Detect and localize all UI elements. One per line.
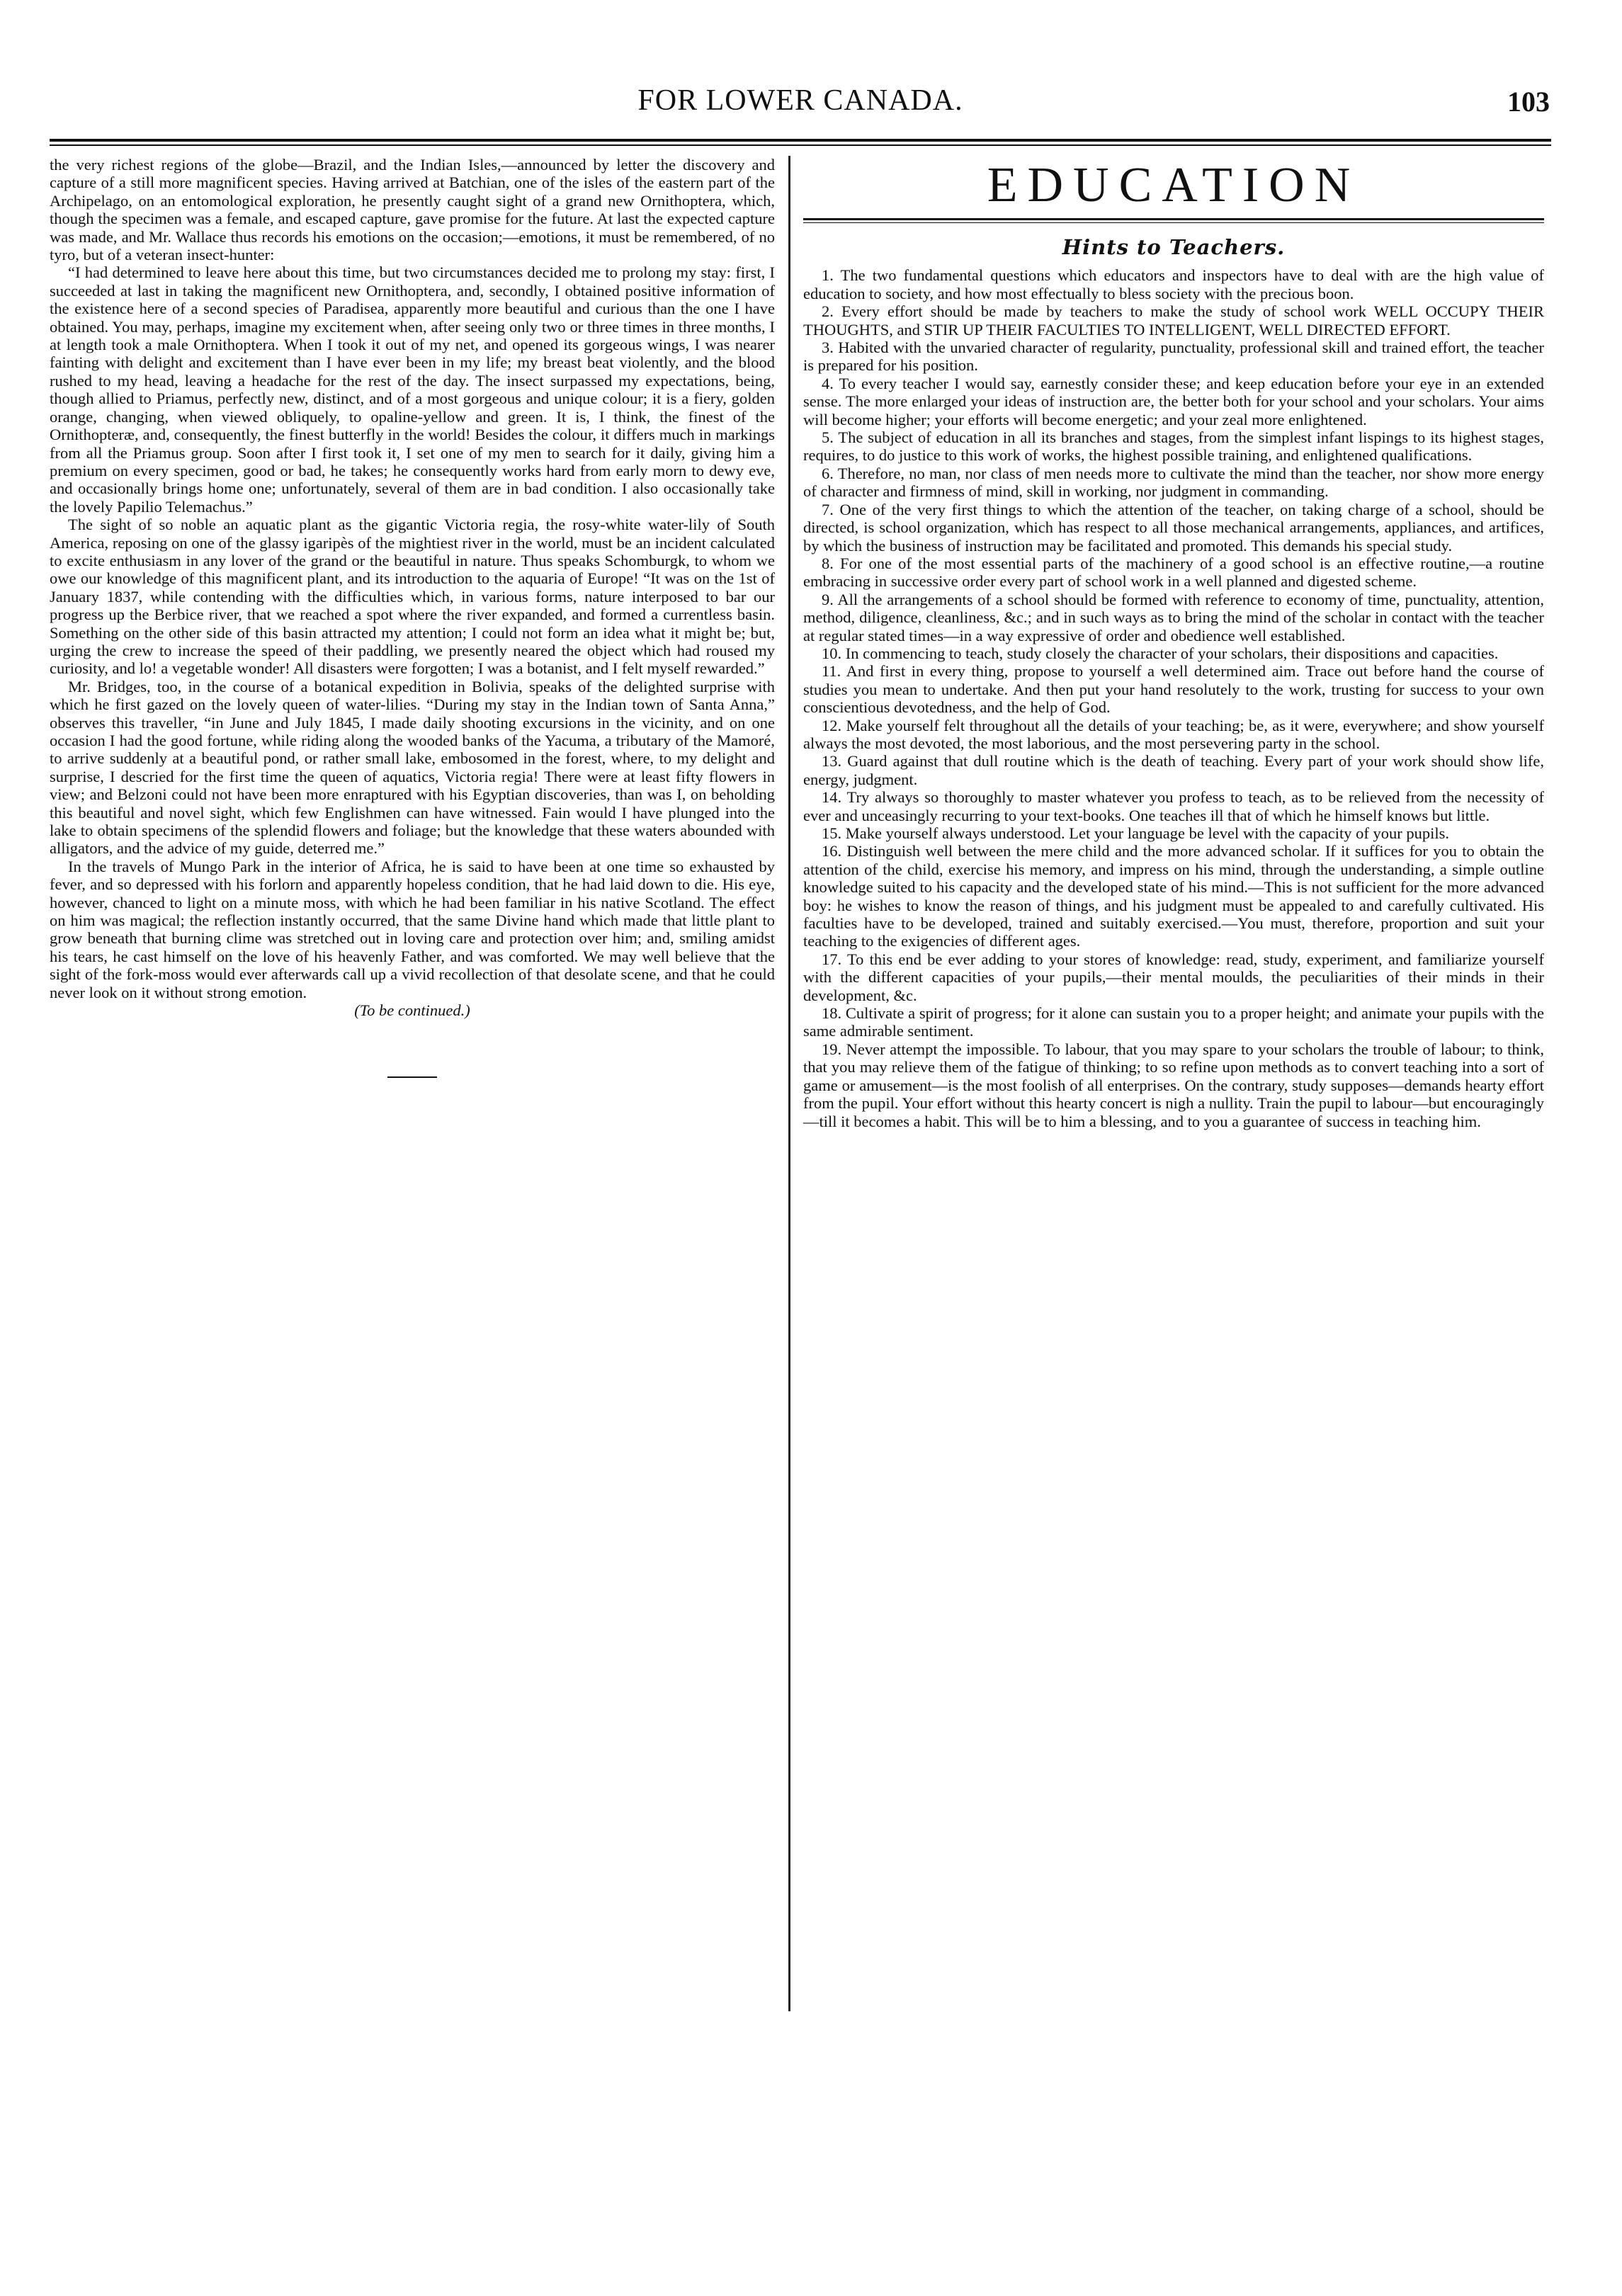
- running-head: FOR LOWER CANADA.: [637, 84, 963, 117]
- article-paragraph: In the travels of Mungo Park in the interior of Africa, he is said to have been at one time so exhausted by fever, and so depressed with his forlorn and apparently hopeless condition, that he had laid down to die. His eye, however, chanced to light on a minute moss, with which he had been familiar in his native Scotland. The effect on him was magical; the reflection instantly occurred, that the same Divine hand which made that little plant to grow beneath that burning clime was stretched out in loving care and protection over him; and, smiling amidst his tears, he cast himself on the love of his heavenly Father, and was comforted. We may well believe that the sight of the fork-moss would ever afterwards call up a vivid recollection of that desolate scene, and that he could never look on it without strong emotion.: [50, 857, 775, 1001]
- numbered-hint: 19. Never attempt the impossible. To labour, that you may spare to your scholars the trouble of labour; to think, that you may relieve them of the fatigue of thinking; to so refine upon methods as to convert teaching into a sort of game or amusement—is the most foolish of all enterprises. On the contrary, study supposes—demands hearty effort from the pupil. Your effort without this hearty concert is nigh a nullity. Train the pupil to labour—but encouragingly—till it becomes a habit. This will be to him a blessing, and to you a guarantee of success in teaching him.: [803, 1040, 1544, 1130]
- left-column: [50, 156, 775, 1078]
- section-rule: [803, 218, 1544, 223]
- article-subtitle: Hints to Teachers.: [1062, 235, 1286, 259]
- numbered-hint: 17. To this end be ever adding to your stores of knowledge: read, study, experiment, and familiarize yourself with the different capacities of your pupils,—their mental moulds, the peculiarities of their minds in their development, &c.: [803, 950, 1544, 1004]
- end-rule: [387, 1076, 437, 1078]
- numbered-hint: 12. Make yourself felt throughout all the details of your teaching; be, as it were, everywhere; and show yourself always the most devoted, the most laborious, and the most persevering party in the school.: [803, 716, 1544, 752]
- numbered-hint: 10. In commencing to teach, study closely the character of your scholars, their dispositions and capacities.: [822, 644, 1499, 662]
- section-title: EDUCATION: [987, 158, 1361, 212]
- article-paragraph: Mr. Bridges, too, in the course of a botanical expedition in Bolivia, speaks of the delighted surprise with which he first gazed on the lovely queen of water-lilies. “During my stay in the Indian town of Santa Anna,” observes this traveller, “in June and July 1845, I made daily shooting excursions in the vicinity, and on one occasion I had the good fortune, while riding along the wooded banks of the Yacuma, a tributary of the Mamoré, to arrive suddenly at a beautiful pond, or rather small lake, embosomed in the forest, where, to my delight and surprise, I descried for the first time the queen of aquatics, Victoria regia! There were at least fifty flowers in view; and Belzoni could not have been more enraptured with his Egyptian discoveries, than was I, on beholding this beautiful and novel sight, which few Englishmen can have witnessed. Fain would I have plunged into the lake to obtain specimens of the splendid flowers and foliage; but the knowledge that these waters abounded with alligators, and the advice of my guide, deterred me.”: [50, 677, 775, 858]
- numbered-hint: 2. Every effort should be made by teachers to make the study of school work WELL OCCUPY THEIR THOUGHTS, and STIR UP THEIR FACULTIES TO INTELLIGENT, WELL DIRECTED EFFORT.: [803, 302, 1544, 339]
- numbered-hint: 3. Habited with the unvaried character of regularity, punctuality, professional skill and trained effort, the teacher is prepared for his position.: [803, 339, 1544, 375]
- numbered-hint: 15. Make yourself always understood. Let your language be level with the capacity of your pupils.: [822, 824, 1450, 842]
- numbered-hint: 6. Therefore, no man, nor class of men needs more to cultivate the mind than the teacher, nor show more energy of character and firmness of mind, skill in working, nor judgment in commanding.: [803, 464, 1544, 501]
- header-rule: [50, 139, 1551, 146]
- numbered-hint: 16. Distinguish well between the mere child and the more advanced scholar. If it suffices for you to obtain the attention of the child, exercise his memory, and impress on his mind, through the understanding, a simple outline knowledge suited to his capacity and the developed state of his mind.—This is not sufficient for the more advanced boy: he wishes to know the reason of things, and his judgment must be appealed to and carefully cultivated. His faculties have to be developed, trained and suitably exercised.—You must, therefore, proportion and suit your teaching to the exigencies of different ages.: [803, 842, 1544, 950]
- numbered-hint: 4. To every teacher I would say, earnestly consider these; and keep education before your eye in an extended sense. The more enlarged your ideas of instruction are, the better both for your school and your scholars. Your aims will become higher; your efforts will become energetic; and your zeal more enlightened.: [803, 374, 1544, 428]
- numbered-hint: 5. The subject of education in all its branches and stages, from the simplest infant lispings to its highest stages, requires, to do justice to this work of works, the highest possible training, and enlightened qualifications.: [803, 428, 1544, 465]
- numbered-hint: 14. Try always so thoroughly to master whatever you profess to teach, as to be relieved from the necessity of ever and unceasingly recurring to your text-books. One teaches ill that of which he himself knows but little.: [803, 788, 1544, 824]
- article-paragraph: The sight of so noble an aquatic plant as the gigantic Victoria regia, the rosy-white water-lily of South America, reposing on one of the glassy igaripès of the mightiest river in the world, must be an incident calculated to excite enthusiasm in any lover of the grand or the beautiful in nature. Thus speaks Schomburgk, to whom we owe our knowledge of this magnificent plant, and its introduction to the aquaria of Europe! “It was on the 1st of January 1837, while contending with the difficulties which, in various forms, nature interposed to bar our progress up the Berbice river, that we reached a spot where the river expanded, and formed a currentless basin. Something on the other side of this basin attracted my attention; I could not form an idea what it might be; but, urging the crew to increase the speed of their paddling, we presently neared the object which had roused my curiosity, and lo! a vegetable wonder! All disasters were forgotten; I was a botanist, and I felt myself rewarded.”: [50, 516, 775, 678]
- continued-note: (To be continued.): [354, 1001, 470, 1020]
- article-paragraph: the very richest regions of the globe—Brazil, and the Indian Isles,—announced by letter the discovery and capture of a still more magnificent species. Having arrived at Batchian, one of the isles of the eastern part of the Archipelago, on an entomological exploration, he presently caught sight of a grand new Ornithoptera, which, though the specimen was a female, and escaped capture, gave promise for the future. At last the expected capture was made, and Mr. Wallace thus records his emotions on the occasion;—emotions, it must be remembered, of no tyro, but of a veteran insect-hunter:: [50, 156, 775, 264]
- numbered-hint: 11. And first in every thing, propose to yourself a well determined aim. Trace out before hand the course of studies you mean to undertake. And then put your hand resolutely to the work, trusting for success to your own conscientious devotedness, and the help of God.: [803, 662, 1544, 717]
- newspaper-page: [50, 84, 1551, 1130]
- numbered-hint: 8. For one of the most essential parts of the machinery of a good school is an effective routine,—a routine embracing in successive order every part of school work in a well planned and digested scheme.: [803, 554, 1544, 591]
- numbered-hint: 7. One of the very first things to which the attention of the teacher, on taking charge of a school, should be directed, is school organization, which has respect to all those mechanical arrangements, appliances, and artifices, by which the business of instruction may be facilitated and promoted. This demands his special study.: [803, 500, 1544, 555]
- right-column: [803, 156, 1544, 1130]
- article-paragraph: “I had determined to leave here about this time, but two circumstances decided me to prolong my stay: first, I succeeded at last in taking the magnificent new Ornithoptera, and, secondly, I obtained positive information of the existence here of a second species of Paradisea, apparently more beautiful and curious than the one I have obtained. You may, perhaps, imagine my excitement when, after seeing only two or three times in three months, I at length took a male Ornithoptera. When I took it out of my net, and opened its gorgeous wings, I was nearer fainting with delight and excitement than I have ever been in my life; my breast beat violently, and the blood rushed to my head, leaving a headache for the rest of the day. The insect surpassed my expectations, being, though allied to Priamus, perfectly new, distinct, and of a most gorgeous and unique colour; it is a fiery, golden orange, changing, when viewed obliquely, to opaline-yellow and green. It is, I think, the finest of the Ornithopteræ, and, consequently, the finest butterfly in the world! Besides the colour, it differs much in markings from all the Priamus group. Soon after I first took it, I set one of my men to search for it daily, giving him a premium on every specimen, good or bad, he takes; he consequently works hard from early morn to dewy eve, and occasionally brings home one; unfortunately, several of them are in bad condition. I also occasionally take the lovely Papilio Telemachus.”: [50, 263, 775, 516]
- page-number: 103: [1507, 86, 1550, 118]
- numbered-hint: 18. Cultivate a spirit of progress; for it alone can sustain you to a proper height; and animate your pupils with the same admirable sentiment.: [803, 1004, 1544, 1040]
- numbered-hint: 13. Guard against that dull routine which is the death of teaching. Every part of your work should show life, energy, judgment.: [803, 752, 1544, 788]
- page-header: [50, 84, 1551, 133]
- numbered-hint: 1. The two fundamental questions which educators and inspectors have to deal with are the high value of education to society, and how most effectually to bless society with the precious boon.: [803, 266, 1544, 302]
- column-divider: [788, 156, 790, 2011]
- numbered-hint: 9. All the arrangements of a school should be formed with reference to economy of time, punctuality, attention, method, diligence, cleanliness, &c.; and in such ways as to bring the mind of the scholar in contact with the teacher at regular stated times—in a way expressive of order and obedience well established.: [803, 590, 1544, 644]
